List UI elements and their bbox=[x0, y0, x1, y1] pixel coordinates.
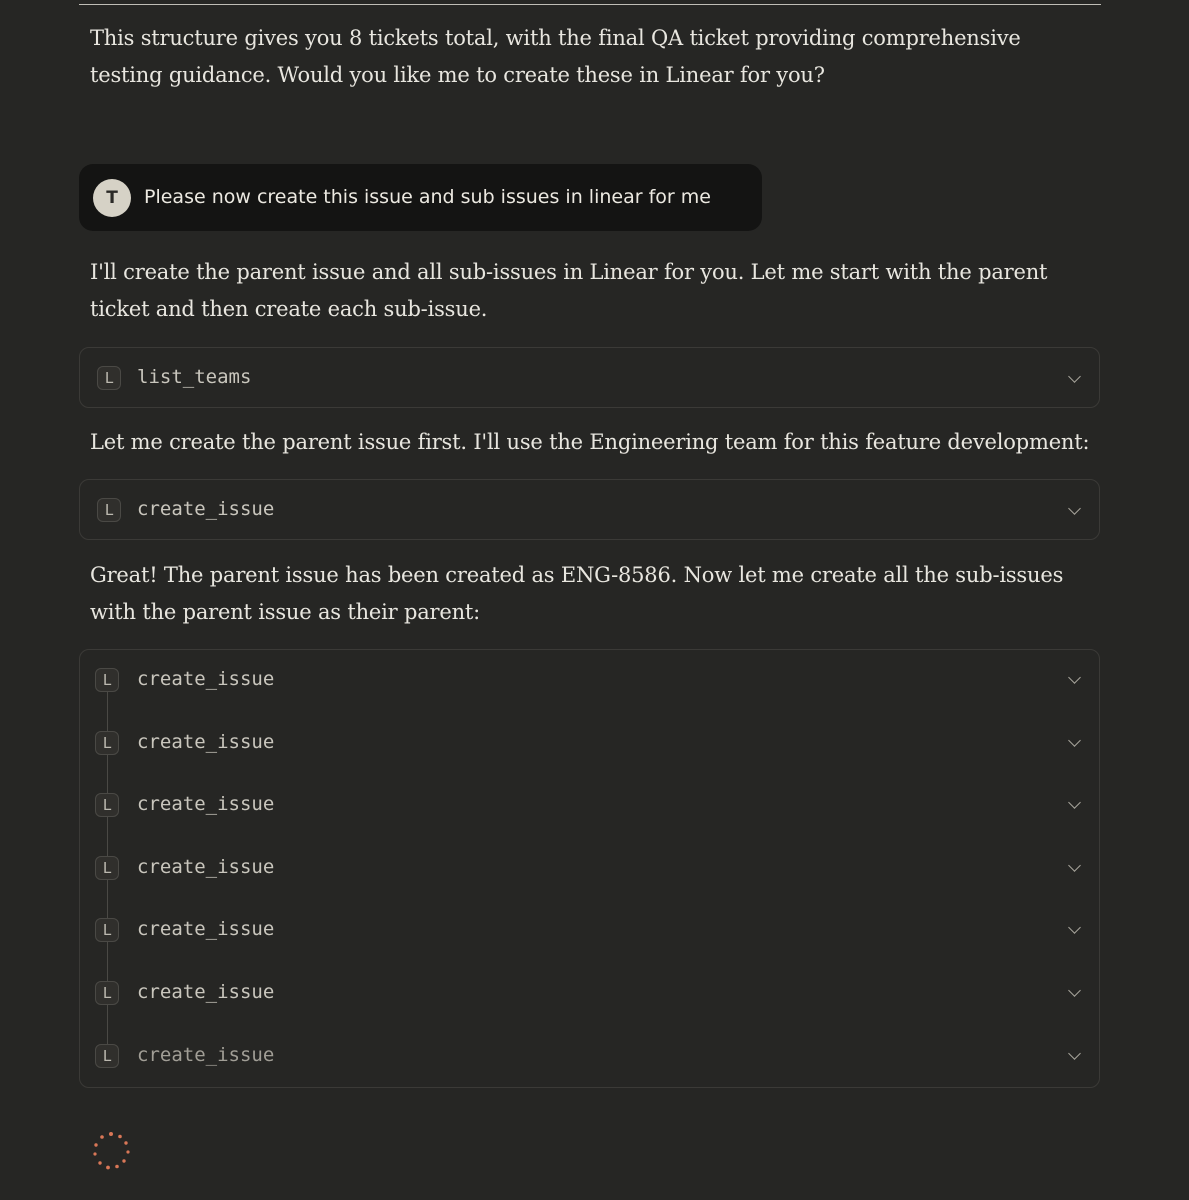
tool-call-name: create_issue bbox=[137, 498, 275, 520]
tool-call-row[interactable] bbox=[80, 1026, 1099, 1089]
tool-call-row[interactable] bbox=[80, 348, 1099, 407]
tool-call-name: list_teams bbox=[137, 366, 252, 388]
chevron-down-icon[interactable] bbox=[1068, 671, 1081, 684]
linear-icon: L bbox=[95, 1044, 119, 1068]
chevron-down-icon[interactable] bbox=[1068, 1047, 1081, 1060]
tool-call-group bbox=[79, 649, 1100, 1088]
linear-icon: L bbox=[95, 668, 119, 692]
tool-call-list-teams[interactable] bbox=[79, 347, 1100, 408]
linear-icon: L bbox=[95, 918, 119, 942]
divider bbox=[79, 4, 1101, 5]
assistant-message-reply-1: I'll create the parent issue and all sub-issues in Linear for you. Let me start with the parent ticket and then create each sub-issue. bbox=[90, 260, 1048, 321]
tool-call-row[interactable] bbox=[80, 480, 1099, 539]
linear-icon: L bbox=[95, 793, 119, 817]
user-message bbox=[79, 164, 762, 231]
tool-call-row[interactable] bbox=[80, 775, 1099, 838]
tool-call-create-issue-parent[interactable] bbox=[79, 479, 1100, 540]
tool-call-row[interactable] bbox=[80, 900, 1099, 963]
tool-call-row[interactable] bbox=[80, 650, 1099, 713]
assistant-message-intro: This structure gives you 8 tickets total, with the final QA ticket providing comprehensive testing guidance. Would you like me to create these in Linear for you? bbox=[90, 26, 1021, 87]
linear-icon: L bbox=[95, 981, 119, 1005]
tool-call-name: create_issue bbox=[137, 980, 275, 1003]
tool-call-row[interactable] bbox=[80, 963, 1099, 1026]
chevron-down-icon[interactable] bbox=[1068, 370, 1081, 383]
linear-icon: L bbox=[97, 498, 121, 522]
assistant-message-reply-3: Great! The parent issue has been created as ENG-8586. Now let me create all the sub-issues with the parent issue as their parent: bbox=[90, 563, 1064, 624]
linear-icon: L bbox=[97, 366, 121, 390]
chevron-down-icon[interactable] bbox=[1068, 734, 1081, 747]
avatar: T bbox=[93, 179, 131, 217]
tool-call-row[interactable] bbox=[80, 713, 1099, 776]
chevron-down-icon[interactable] bbox=[1068, 859, 1081, 872]
tool-call-row[interactable] bbox=[80, 838, 1099, 901]
chevron-down-icon[interactable] bbox=[1068, 922, 1081, 935]
spinner-icon bbox=[90, 1130, 132, 1172]
tool-call-name: create_issue bbox=[137, 668, 275, 690]
tool-call-name: create_issue bbox=[137, 730, 275, 753]
chevron-down-icon[interactable] bbox=[1068, 984, 1081, 997]
linear-icon: L bbox=[95, 731, 119, 755]
tool-call-name: create_issue bbox=[137, 1043, 275, 1066]
chevron-down-icon[interactable] bbox=[1068, 502, 1081, 515]
chevron-down-icon[interactable] bbox=[1068, 796, 1081, 809]
linear-icon: L bbox=[95, 856, 119, 880]
assistant-message-reply-2: Let me create the parent issue first. I'll use the Engineering team for this feature development: bbox=[90, 430, 1090, 454]
user-message-text: Please now create this issue and sub issues in linear for me bbox=[144, 186, 711, 208]
tool-call-name: create_issue bbox=[137, 793, 275, 816]
tool-call-name: create_issue bbox=[137, 918, 275, 941]
tool-call-name: create_issue bbox=[137, 855, 275, 878]
